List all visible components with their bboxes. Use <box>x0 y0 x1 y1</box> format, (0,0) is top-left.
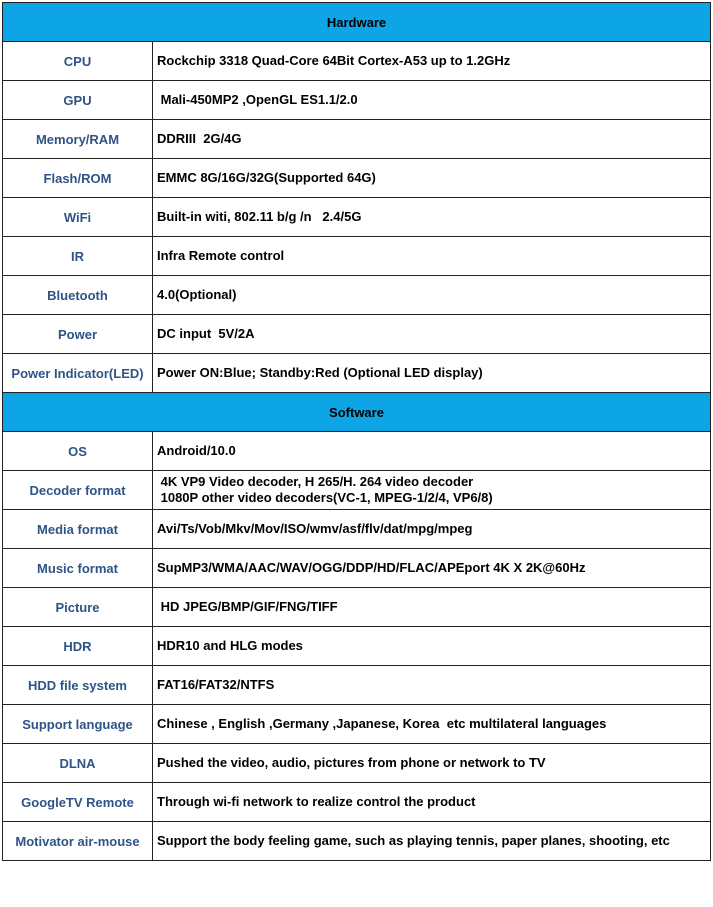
spec-label: Decoder format <box>3 471 153 510</box>
spec-label: Support language <box>3 705 153 744</box>
spec-value-line: 4K VP9 Video decoder, H 265/H. 264 video decoder <box>157 474 474 489</box>
spec-label: Power Indicator(LED) <box>3 354 153 393</box>
spec-value-line: Avi/Ts/Vob/Mkv/Mov/ISO/wmv/asf/flv/dat/mpg/mpeg <box>157 521 473 536</box>
spec-label: CPU <box>3 42 153 81</box>
spec-value <box>153 432 711 471</box>
spec-value-line: Through wi-fi network to realize control the product <box>157 794 476 809</box>
spec-row <box>3 198 711 237</box>
spec-row <box>3 159 711 198</box>
spec-row <box>3 276 711 315</box>
spec-row <box>3 666 711 705</box>
spec-row <box>3 237 711 276</box>
spec-row <box>3 549 711 588</box>
spec-row <box>3 432 711 471</box>
spec-value-line: Android/10.0 <box>157 443 236 458</box>
spec-row <box>3 42 711 81</box>
spec-value <box>153 237 711 276</box>
spec-value <box>153 354 711 393</box>
spec-value-line: Support the body feeling game, such as playing tennis, paper planes, shooting, etc <box>157 833 670 848</box>
spec-row <box>3 783 711 822</box>
spec-label: Media format <box>3 510 153 549</box>
spec-row <box>3 744 711 783</box>
spec-row <box>3 510 711 549</box>
section-title: Hardware <box>3 3 711 42</box>
spec-label: IR <box>3 237 153 276</box>
spec-value-line: Rockchip 3318 Quad-Core 64Bit Cortex-A53 up to 1.2GHz <box>157 53 511 68</box>
spec-value-line: SupMP3/WMA/AAC/WAV/OGG/DDP/HD/FLAC/APEport 4K X 2K@60Hz <box>157 560 586 575</box>
spec-value-line: DDRIII 2G/4G <box>157 131 242 146</box>
spec-table-body <box>3 3 711 861</box>
spec-row <box>3 588 711 627</box>
spec-value-line: EMMC 8G/16G/32G(Supported 64G) <box>157 170 376 185</box>
spec-value-line: Pushed the video, audio, pictures from phone or network to TV <box>157 755 546 770</box>
spec-value <box>153 705 711 744</box>
spec-value <box>153 549 711 588</box>
spec-value-line: 1080P other video decoders(VC-1, MPEG-1/2/4, VP6/8) <box>157 490 493 505</box>
spec-value-line: HDR10 and HLG modes <box>157 638 303 653</box>
spec-label: Memory/RAM <box>3 120 153 159</box>
spec-label: OS <box>3 432 153 471</box>
spec-value <box>153 198 711 237</box>
spec-row <box>3 627 711 666</box>
spec-value <box>153 627 711 666</box>
spec-row <box>3 315 711 354</box>
spec-row <box>3 81 711 120</box>
spec-label: Picture <box>3 588 153 627</box>
spec-label: GoogleTV Remote <box>3 783 153 822</box>
spec-value <box>153 471 711 510</box>
spec-value <box>153 159 711 198</box>
section-title: Software <box>3 393 711 432</box>
spec-table <box>2 2 711 861</box>
spec-row <box>3 120 711 159</box>
spec-row <box>3 354 711 393</box>
spec-value-line: Chinese , English ,Germany ,Japanese, Korea etc multilateral languages <box>157 716 607 731</box>
spec-label: GPU <box>3 81 153 120</box>
spec-value-line: FAT16/FAT32/NTFS <box>157 677 275 692</box>
spec-row <box>3 822 711 861</box>
spec-value-line: DC input 5V/2A <box>157 326 255 341</box>
spec-label: Power <box>3 315 153 354</box>
spec-value <box>153 783 711 822</box>
spec-label: Motivator air-mouse <box>3 822 153 861</box>
spec-value <box>153 315 711 354</box>
spec-value <box>153 822 711 861</box>
spec-row <box>3 705 711 744</box>
spec-label: Music format <box>3 549 153 588</box>
section-header-row <box>3 3 711 42</box>
spec-label: Bluetooth <box>3 276 153 315</box>
spec-value-line: Built-in witi, 802.11 b/g /n 2.4/5G <box>157 209 362 224</box>
spec-value-line: Mali-450MP2 ,OpenGL ES1.1/2.0 <box>157 92 358 107</box>
spec-label: HDD file system <box>3 666 153 705</box>
spec-value <box>153 588 711 627</box>
section-header-row <box>3 393 711 432</box>
spec-value <box>153 744 711 783</box>
spec-value <box>153 666 711 705</box>
spec-value-line: Power ON:Blue; Standby:Red (Optional LED display) <box>157 365 483 380</box>
spec-row <box>3 471 711 510</box>
spec-value <box>153 510 711 549</box>
spec-label: WiFi <box>3 198 153 237</box>
spec-value <box>153 81 711 120</box>
spec-value-line: Infra Remote control <box>157 248 285 263</box>
spec-label: DLNA <box>3 744 153 783</box>
spec-value <box>153 42 711 81</box>
spec-value <box>153 276 711 315</box>
spec-label: Flash/ROM <box>3 159 153 198</box>
spec-value-line: 4.0(Optional) <box>157 287 237 302</box>
spec-value <box>153 120 711 159</box>
spec-value-line: HD JPEG/BMP/GIF/FNG/TIFF <box>157 599 338 614</box>
spec-label: HDR <box>3 627 153 666</box>
